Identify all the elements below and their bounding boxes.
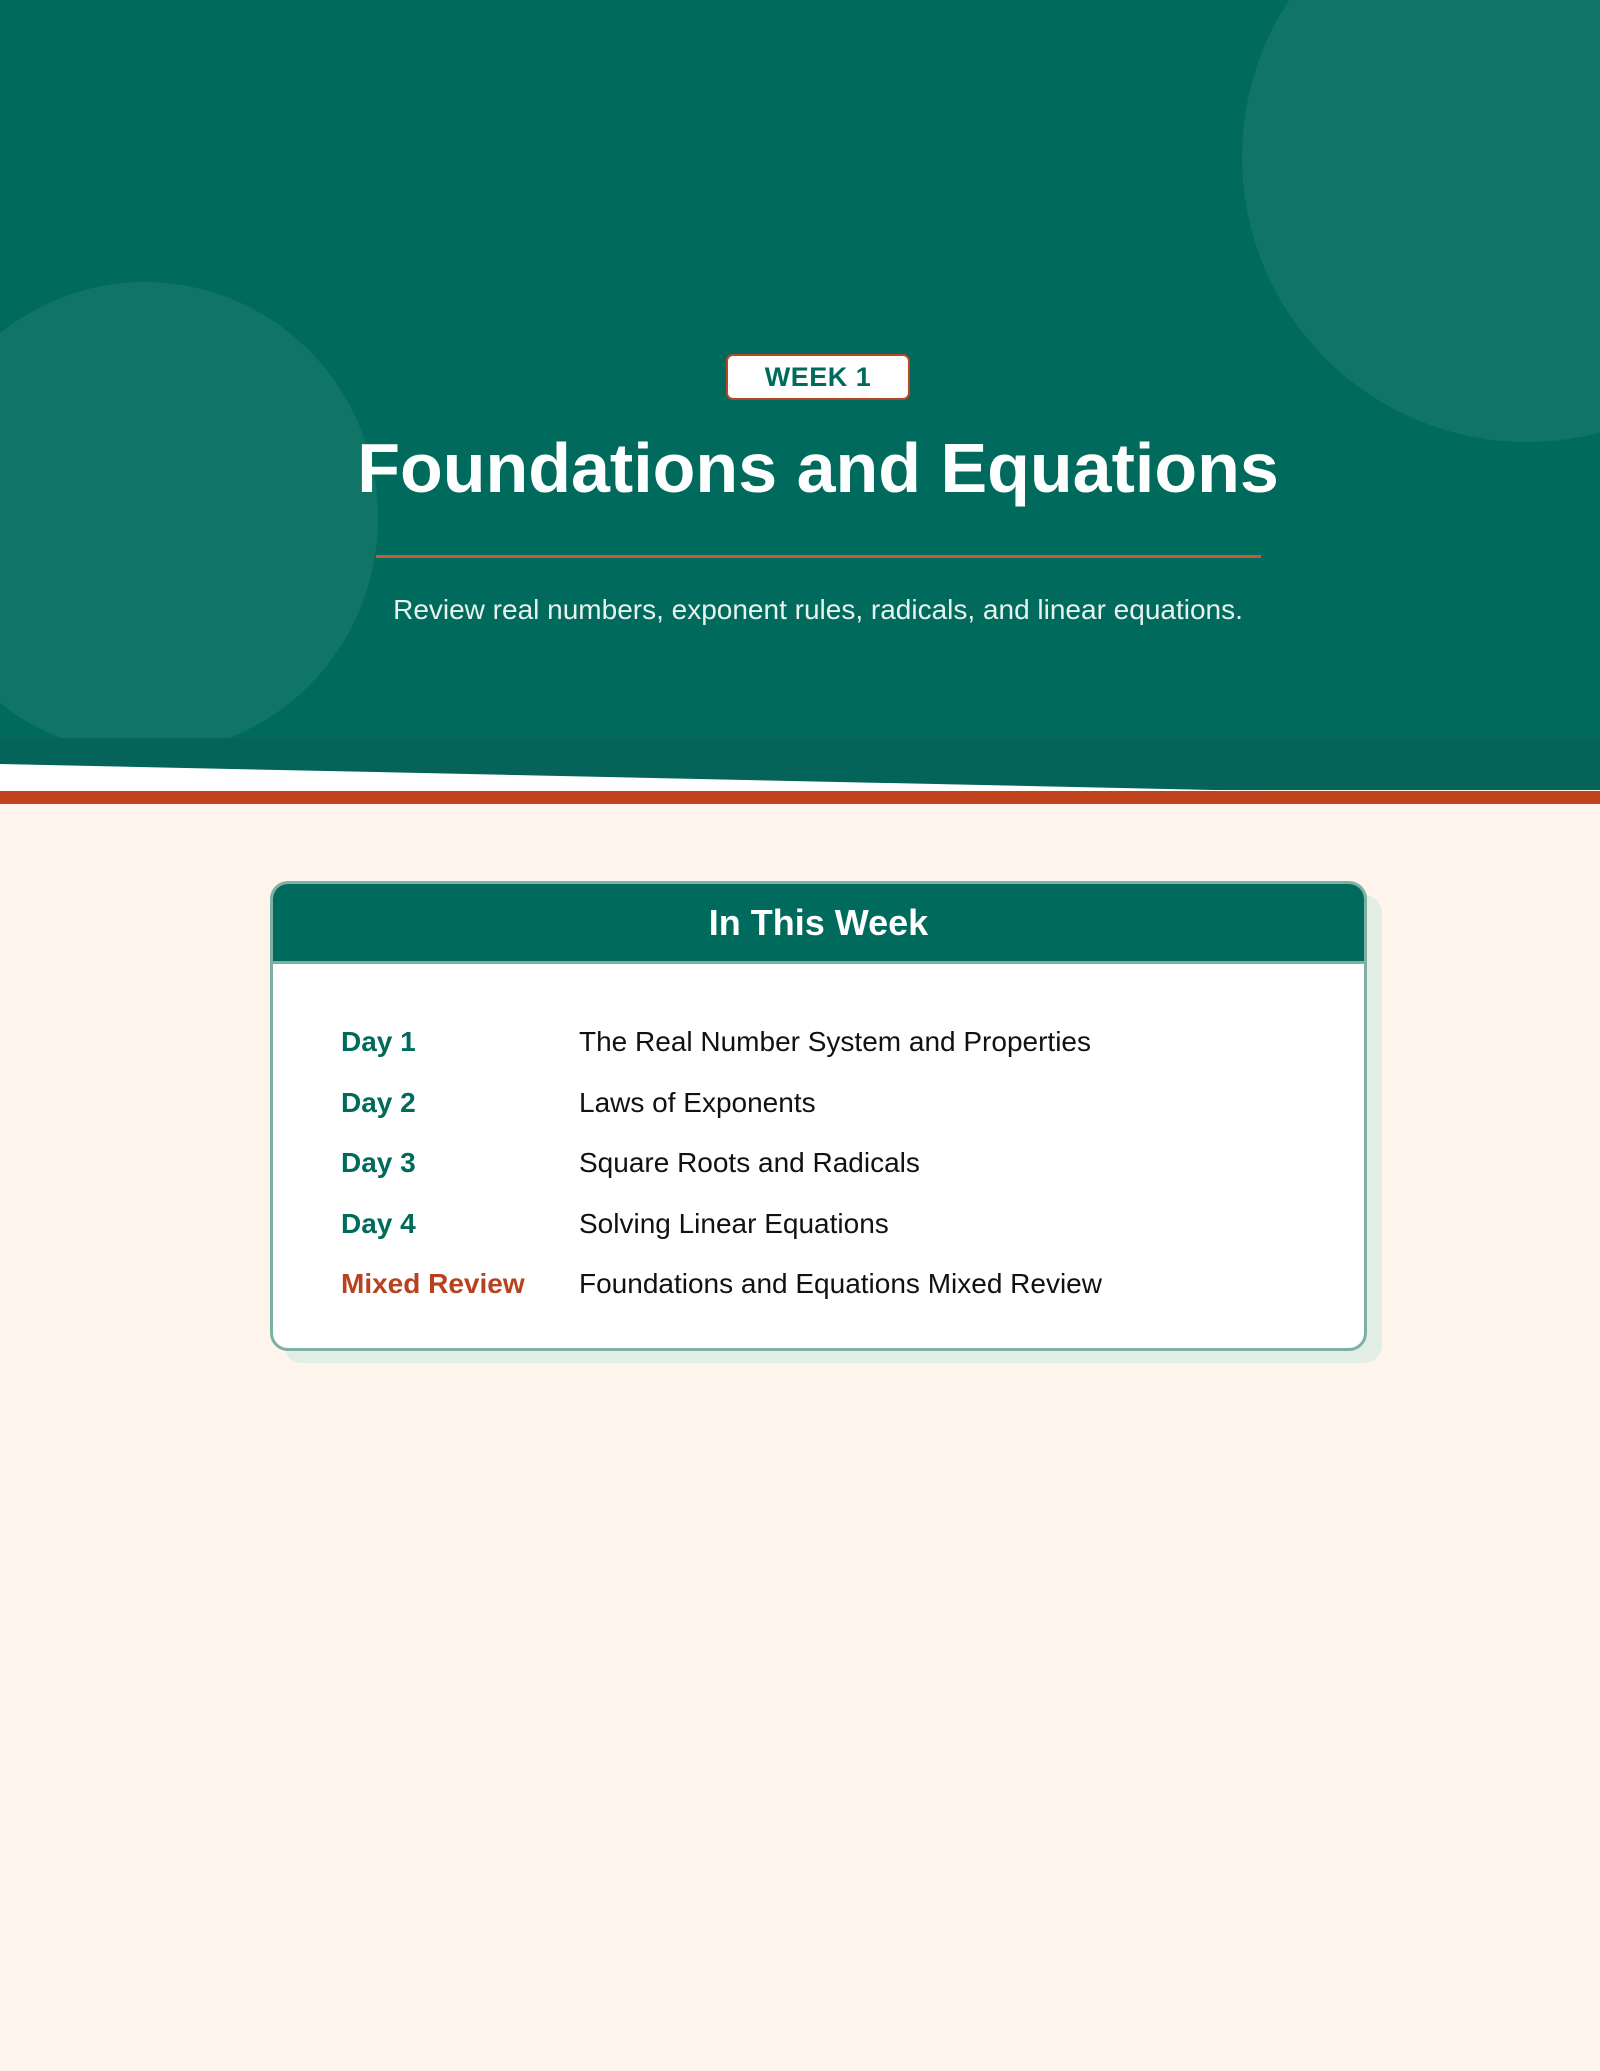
day-label: Day 1 <box>341 1026 416 1058</box>
day-label: Day 4 <box>341 1207 416 1239</box>
day-topic: Laws of Exponents <box>579 1086 816 1118</box>
day-label: Day 2 <box>341 1086 416 1118</box>
week-overview-card <box>270 881 1367 1351</box>
day-topic: Square Roots and Radicals <box>579 1147 920 1179</box>
day-label: Day 3 <box>341 1147 416 1179</box>
title-divider <box>376 555 1261 558</box>
page-title: Foundations and Equations <box>357 429 1279 507</box>
hero-diagonal-edge <box>0 0 1600 800</box>
day-topic: Solving Linear Equations <box>579 1207 889 1239</box>
list-item <box>341 1012 1102 1073</box>
list-item <box>341 1073 1102 1134</box>
accent-stripe <box>0 791 1600 804</box>
day-topic: The Real Number System and Properties <box>579 1026 1091 1058</box>
page-subtitle: Review real numbers, exponent rules, radicals, and linear equations. <box>393 594 1243 625</box>
day-list <box>341 1012 1102 1315</box>
list-item <box>341 1194 1102 1255</box>
day-topic: Foundations and Equations Mixed Review <box>579 1268 1102 1300</box>
week-badge: WEEK 1 <box>726 354 910 400</box>
list-item <box>341 1133 1102 1194</box>
card-title: In This Week <box>273 884 1364 964</box>
mixed-review-label: Mixed Review <box>341 1268 525 1300</box>
list-item <box>341 1254 1102 1315</box>
